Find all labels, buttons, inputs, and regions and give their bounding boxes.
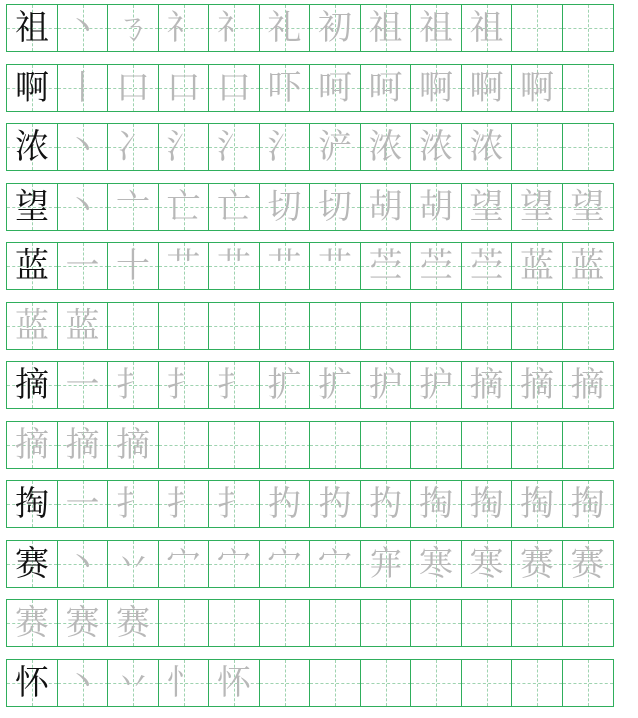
trace-character: 啊 <box>419 67 453 108</box>
grid-cell <box>158 242 210 290</box>
grid-cell <box>107 183 159 231</box>
grid-cell <box>107 659 159 707</box>
grid-cell <box>511 599 563 647</box>
grid-cell <box>158 123 210 171</box>
grid-cell <box>6 242 58 290</box>
trace-character: 护 <box>368 365 403 405</box>
grid-cell <box>360 540 412 588</box>
grid-cell <box>410 123 462 171</box>
grid-cell <box>6 599 58 647</box>
grid-cell <box>511 659 563 707</box>
trace-character: 望 <box>520 186 554 227</box>
grid-cell <box>158 480 210 528</box>
grid-cell <box>511 302 563 350</box>
trace-character: 亠 <box>116 186 150 227</box>
trace-character: 艹 <box>217 246 251 286</box>
grid-cell <box>309 123 361 171</box>
grid-cell <box>57 599 109 647</box>
grid-cell <box>410 4 462 52</box>
grid-cell <box>107 242 159 290</box>
trace-character: 蓝 <box>65 305 100 346</box>
trace-character: 浓 <box>368 127 403 167</box>
grid-cell <box>107 480 159 528</box>
grid-cell <box>208 659 260 707</box>
grid-cell <box>158 183 210 231</box>
grid-cell <box>410 421 462 469</box>
grid-cell <box>158 4 210 52</box>
grid-cell <box>259 64 311 112</box>
trace-character: 摘 <box>65 424 100 465</box>
grid-cell <box>461 183 513 231</box>
model-character: 望 <box>15 186 49 227</box>
trace-character: 宀 <box>318 543 352 584</box>
grid-cell <box>259 421 311 469</box>
trace-character: 护 <box>419 365 453 405</box>
grid-cell <box>511 123 563 171</box>
grid-row <box>6 361 630 409</box>
grid-cell <box>259 183 311 231</box>
trace-character: 浐 <box>318 127 352 167</box>
model-character: 赛 <box>15 543 49 584</box>
grid-cell <box>562 242 614 290</box>
trace-character: 赛 <box>520 543 554 584</box>
trace-character: 呵 <box>318 67 352 108</box>
trace-character: 礼 <box>267 8 302 48</box>
trace-character: 初 <box>318 8 352 48</box>
trace-character: 宀 <box>166 543 201 584</box>
trace-character: 摘 <box>116 424 150 465</box>
grid-cell <box>309 183 361 231</box>
trace-character: 祖 <box>368 8 403 48</box>
grid-cell <box>562 480 614 528</box>
grid-cell <box>461 123 513 171</box>
grid-cell <box>461 64 513 112</box>
grid-cell <box>158 64 210 112</box>
grid-cell <box>511 183 563 231</box>
grid-cell <box>461 540 513 588</box>
trace-character: 扩 <box>318 365 352 405</box>
grid-cell <box>208 540 260 588</box>
grid-cell <box>158 302 210 350</box>
trace-character: 切 <box>318 186 352 227</box>
grid-cell <box>6 183 58 231</box>
grid-cell <box>107 361 159 409</box>
trace-character: 苎 <box>368 246 403 286</box>
grid-cell <box>562 4 614 52</box>
grid-cell <box>511 361 563 409</box>
grid-cell <box>309 361 361 409</box>
trace-character: 宀 <box>267 543 302 584</box>
grid-cell <box>360 123 412 171</box>
grid-cell <box>57 302 109 350</box>
trace-character: 宀 <box>217 543 251 584</box>
grid-cell <box>360 421 412 469</box>
model-character: 祖 <box>15 8 49 48</box>
trace-character: 氵 <box>166 127 201 167</box>
grid-cell <box>259 480 311 528</box>
grid-row <box>6 64 630 112</box>
trace-character: 艹 <box>267 246 302 286</box>
grid-cell <box>208 421 260 469</box>
trace-character: 丶 <box>65 662 100 703</box>
trace-character: 赛 <box>570 543 605 584</box>
trace-character: 亡 <box>166 186 201 227</box>
grid-cell <box>57 421 109 469</box>
trace-character: 口 <box>166 67 201 108</box>
grid-cell <box>360 183 412 231</box>
grid-cell <box>107 302 159 350</box>
grid-cell <box>6 4 58 52</box>
trace-character: 冫 <box>116 127 150 167</box>
trace-character: 浓 <box>419 127 453 167</box>
grid-cell <box>511 64 563 112</box>
grid-cell <box>410 540 462 588</box>
grid-cell <box>259 361 311 409</box>
grid-cell <box>562 123 614 171</box>
trace-character: 赛 <box>116 603 150 643</box>
grid-cell <box>6 540 58 588</box>
grid-cell <box>309 540 361 588</box>
trace-character: 摘 <box>15 424 49 465</box>
grid-cell <box>6 659 58 707</box>
grid-cell <box>57 361 109 409</box>
trace-character: 艹 <box>166 246 201 286</box>
grid-row <box>6 421 630 469</box>
trace-character: 望 <box>469 186 504 227</box>
grid-row <box>6 599 630 647</box>
trace-character: 扚 <box>267 484 302 524</box>
trace-character: 扚 <box>318 484 352 524</box>
trace-character: 忄 <box>166 662 201 703</box>
grid-cell <box>259 659 311 707</box>
trace-character: 艹 <box>318 246 352 286</box>
grid-row <box>6 302 630 350</box>
trace-character: 胡 <box>419 186 453 227</box>
grid-cell <box>309 659 361 707</box>
trace-character: 啊 <box>520 67 554 108</box>
trace-character: 丶 <box>65 127 100 167</box>
grid-cell <box>107 599 159 647</box>
grid-cell <box>107 123 159 171</box>
trace-character: 扌 <box>217 365 251 405</box>
grid-cell <box>158 659 210 707</box>
trace-character: 一 <box>65 365 100 405</box>
grid-cell <box>259 4 311 52</box>
grid-cell <box>309 302 361 350</box>
grid-cell <box>410 64 462 112</box>
grid-cell <box>107 64 159 112</box>
trace-character: 礻 <box>166 8 201 48</box>
grid-cell <box>57 480 109 528</box>
trace-character: 十 <box>116 246 150 286</box>
trace-character: 苎 <box>419 246 453 286</box>
grid-cell <box>6 123 58 171</box>
grid-cell <box>461 599 513 647</box>
trace-character: 掏 <box>570 484 605 524</box>
trace-character: 扌 <box>217 484 251 524</box>
grid-cell <box>511 4 563 52</box>
trace-character: 赛 <box>15 603 49 643</box>
grid-cell <box>259 123 311 171</box>
trace-character: 丶 <box>65 543 100 584</box>
grid-cell <box>562 302 614 350</box>
grid-cell <box>360 361 412 409</box>
grid-cell <box>410 242 462 290</box>
trace-character: 宑 <box>368 543 403 584</box>
model-character: 浓 <box>15 127 49 167</box>
grid-cell <box>57 123 109 171</box>
grid-cell <box>208 183 260 231</box>
grid-cell <box>562 361 614 409</box>
grid-cell <box>511 421 563 469</box>
trace-character: 氵 <box>267 127 302 167</box>
trace-character: 丶 <box>65 8 100 48</box>
grid-cell <box>461 4 513 52</box>
trace-character: 扌 <box>166 365 201 405</box>
grid-cell <box>461 361 513 409</box>
trace-character: 胡 <box>368 186 403 227</box>
trace-character: ㄋ <box>116 8 150 48</box>
grid-cell <box>208 4 260 52</box>
trace-character: 蓝 <box>520 246 554 286</box>
trace-character: 丷 <box>116 543 150 584</box>
grid-cell <box>158 421 210 469</box>
grid-cell <box>158 361 210 409</box>
grid-cell <box>6 302 58 350</box>
model-character: 啊 <box>15 67 49 108</box>
grid-row <box>6 480 630 528</box>
grid-row <box>6 4 630 52</box>
grid-cell <box>360 302 412 350</box>
grid-cell <box>6 421 58 469</box>
grid-row <box>6 540 630 588</box>
trace-character: 摘 <box>570 365 605 405</box>
trace-character: 丶 <box>65 186 100 227</box>
grid-cell <box>6 64 58 112</box>
trace-character: 怀 <box>217 662 251 703</box>
trace-character: 丨 <box>65 67 100 108</box>
trace-character: 蓝 <box>570 246 605 286</box>
trace-character: 切 <box>267 186 302 227</box>
trace-character: 呵 <box>368 67 403 108</box>
trace-character: 祖 <box>469 8 504 48</box>
grid-cell <box>562 421 614 469</box>
grid-cell <box>562 599 614 647</box>
grid-cell <box>410 302 462 350</box>
trace-character: 摘 <box>469 365 504 405</box>
trace-character: 扌 <box>116 365 150 405</box>
grid-cell <box>107 540 159 588</box>
trace-character: 扚 <box>368 484 403 524</box>
trace-character: 寒 <box>419 543 453 584</box>
grid-cell <box>410 480 462 528</box>
grid-cell <box>259 302 311 350</box>
grid-cell <box>410 599 462 647</box>
trace-character: 蓝 <box>15 305 49 346</box>
grid-cell <box>562 659 614 707</box>
model-character: 怀 <box>15 662 49 703</box>
grid-cell <box>57 4 109 52</box>
grid-cell <box>259 599 311 647</box>
grid-cell <box>259 540 311 588</box>
grid-cell <box>562 540 614 588</box>
trace-character: 扌 <box>116 484 150 524</box>
trace-character: 一 <box>65 246 100 286</box>
trace-character: 礻 <box>217 8 251 48</box>
trace-character: 口 <box>217 67 251 108</box>
trace-character: 浓 <box>469 127 504 167</box>
grid-cell <box>6 480 58 528</box>
grid-cell <box>57 183 109 231</box>
grid-cell <box>259 242 311 290</box>
grid-cell <box>562 64 614 112</box>
grid-cell <box>360 4 412 52</box>
trace-character: 赛 <box>65 603 100 643</box>
grid-cell <box>309 599 361 647</box>
grid-cell <box>309 480 361 528</box>
grid-cell <box>360 64 412 112</box>
grid-cell <box>57 64 109 112</box>
grid-row <box>6 183 630 231</box>
grid-cell <box>158 540 210 588</box>
grid-cell <box>158 599 210 647</box>
trace-character: 望 <box>570 186 605 227</box>
grid-cell <box>511 242 563 290</box>
grid-cell <box>511 480 563 528</box>
grid-cell <box>208 64 260 112</box>
grid-cell <box>208 599 260 647</box>
trace-character: 亡 <box>217 186 251 227</box>
grid-cell <box>461 480 513 528</box>
trace-character: 吓 <box>267 67 302 108</box>
grid-cell <box>360 480 412 528</box>
grid-cell <box>360 599 412 647</box>
grid-cell <box>410 361 462 409</box>
model-character: 掏 <box>15 484 49 524</box>
trace-character: 摘 <box>520 365 554 405</box>
grid-cell <box>208 480 260 528</box>
grid-row <box>6 659 630 707</box>
trace-character: 氵 <box>217 127 251 167</box>
grid-cell <box>562 183 614 231</box>
trace-character: 掏 <box>419 484 453 524</box>
trace-character: 口 <box>116 67 150 108</box>
grid-cell <box>410 183 462 231</box>
grid-cell <box>360 659 412 707</box>
trace-character: 扩 <box>267 365 302 405</box>
grid-cell <box>309 64 361 112</box>
grid-cell <box>309 4 361 52</box>
grid-cell <box>57 540 109 588</box>
practice-sheet <box>6 4 630 718</box>
grid-cell <box>461 302 513 350</box>
model-character: 摘 <box>15 365 49 405</box>
trace-character: 掏 <box>520 484 554 524</box>
grid-row <box>6 242 630 290</box>
trace-character: 扌 <box>166 484 201 524</box>
trace-character: 啊 <box>469 67 504 108</box>
grid-cell <box>107 421 159 469</box>
grid-cell <box>410 659 462 707</box>
grid-cell <box>461 421 513 469</box>
grid-cell <box>360 242 412 290</box>
trace-character: 寒 <box>469 543 504 584</box>
trace-character: 苎 <box>469 246 504 286</box>
model-character: 蓝 <box>15 246 49 286</box>
trace-character: 掏 <box>469 484 504 524</box>
grid-row <box>6 123 630 171</box>
trace-character: 丷 <box>116 662 150 703</box>
grid-cell <box>208 123 260 171</box>
trace-character: 祖 <box>419 8 453 48</box>
grid-cell <box>57 242 109 290</box>
grid-cell <box>107 4 159 52</box>
grid-cell <box>6 361 58 409</box>
grid-cell <box>461 242 513 290</box>
grid-cell <box>208 361 260 409</box>
grid-cell <box>309 242 361 290</box>
grid-cell <box>208 242 260 290</box>
grid-cell <box>461 659 513 707</box>
trace-character: 一 <box>65 484 100 524</box>
grid-cell <box>208 302 260 350</box>
grid-cell <box>57 659 109 707</box>
grid-cell <box>511 540 563 588</box>
grid-cell <box>309 421 361 469</box>
